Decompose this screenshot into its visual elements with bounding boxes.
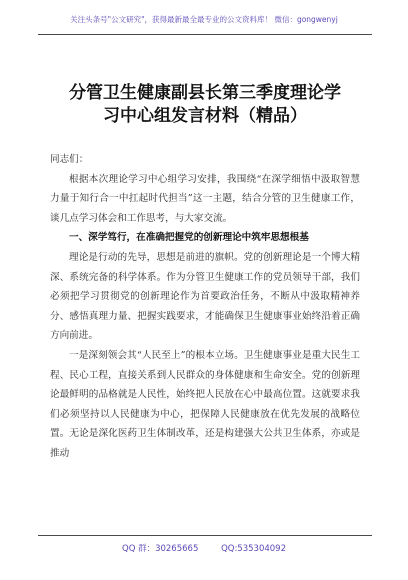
document-body xyxy=(50,150,360,464)
footer-divider xyxy=(38,535,372,536)
title-line-2: 习中心组发言材料（精品） xyxy=(103,106,307,126)
body-paragraph: 理论是行动的先导，思想是前进的旗帜。党的创新理论是一个博大精深、系统完备的科学体系。作为分管卫生健康工作的党员领导干部，我们必须把学习贯彻党的创新理论作为首要政治任务，不断从中汲取精神养分、感悟真理力量、把握实践要求，才能确保卫生健康事业始终沿着正确方向前进。 xyxy=(50,251,360,342)
intro-paragraph: 根据本次理论学习中心组学习安排，我围绕“在深学细悟中汲取智慧力量于知行合一中扛起时代担当”这一主题，结合分管的卫生健康工作，谈几点学习体会和工作思考，与大家交流。 xyxy=(50,173,360,224)
section-heading: 一、深学笃行，在准确把握党的创新理论中筑牢思想根基 xyxy=(69,232,309,244)
body-paragraph: 一是深刻领会其“人民至上”的根本立场。卫生健康事业是重大民生工程、民心工程，直接关系到人民群众的身体健康和生命安全。党的创新理论最鲜明的品格就是人民性，始终把人民放在心中最高位置。这就要求我们必须坚持以人民健康为中心，把保障人民健康放在优先发展的战略位置。无论是深化医药卫生体制改革，还是构建强大公共卫生体系，亦或是推动 xyxy=(50,349,360,459)
footer-qq-group: QQ 群：30265665 xyxy=(122,544,199,554)
header-note: 关注头条号"公文研究"，获得最新最全最专业的公文资料库！ 微信：gongwenyj xyxy=(70,15,338,24)
title-line-1: 分管卫生健康副县长第三季度理论学 xyxy=(69,83,341,103)
footer xyxy=(0,542,408,554)
document-title xyxy=(50,82,360,128)
header-divider xyxy=(38,34,372,35)
footer-qq-contact: QQ:535304092 xyxy=(221,544,286,554)
salutation: 同志们： xyxy=(50,154,89,165)
